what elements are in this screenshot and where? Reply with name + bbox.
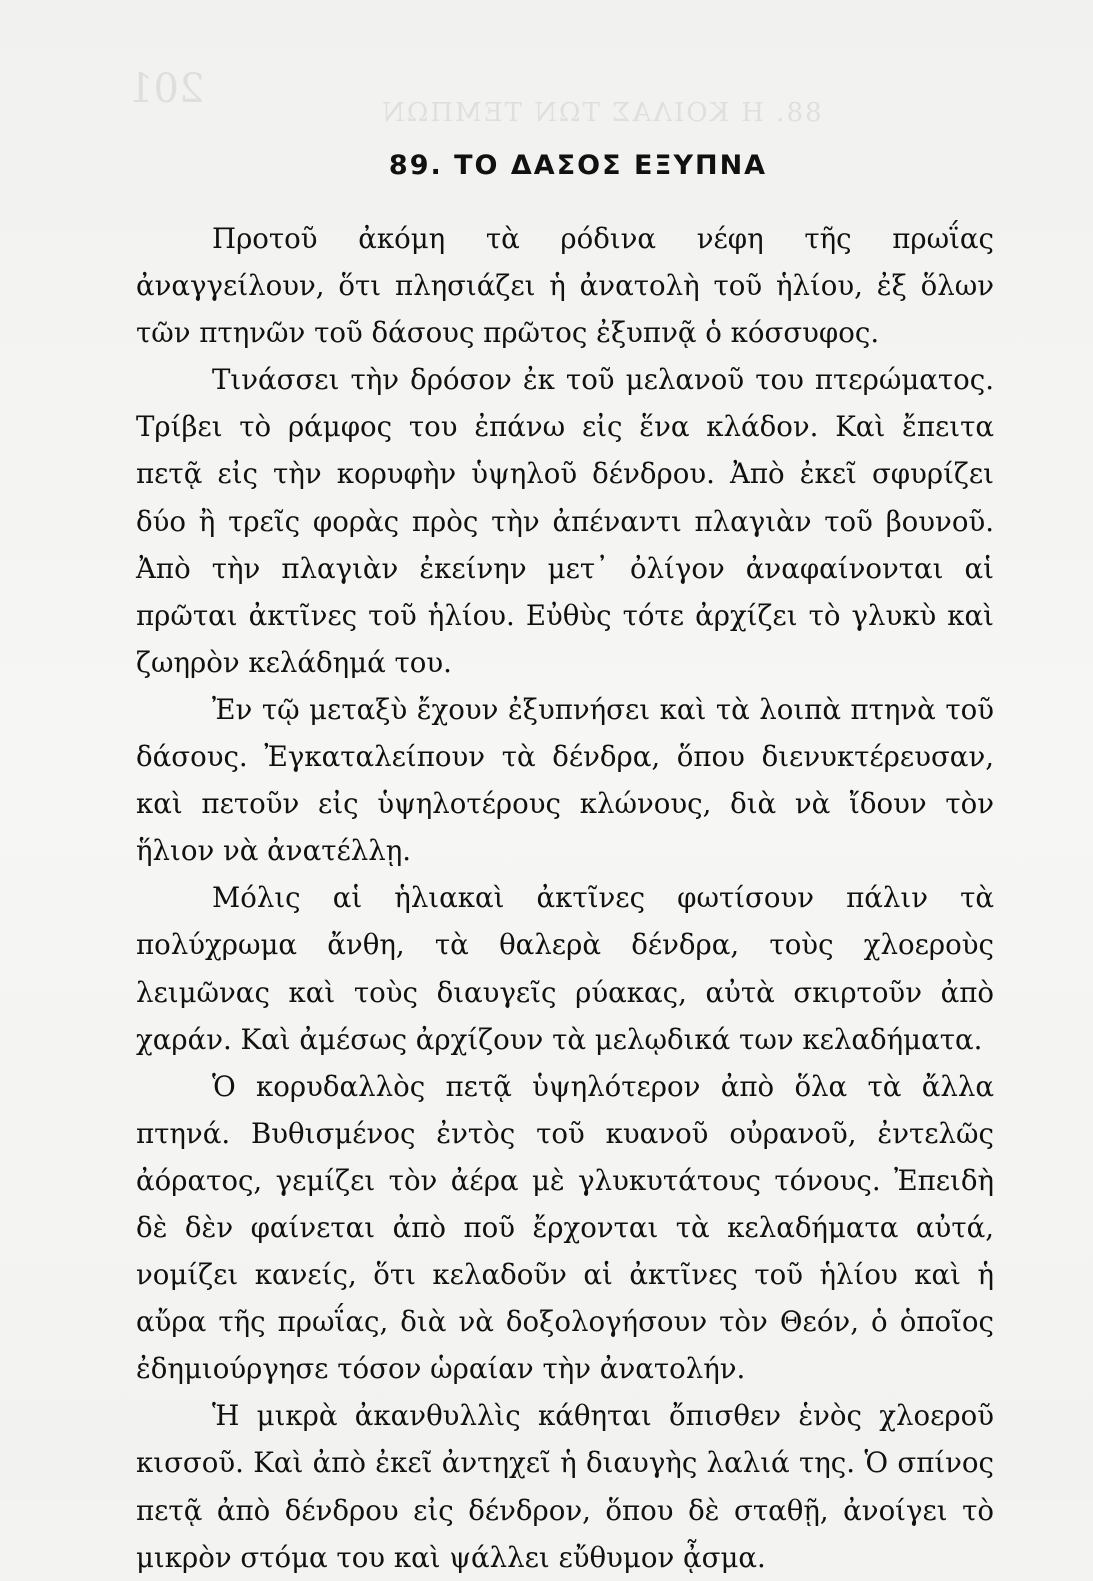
chapter-title: 89. ΤΟ ΔΑΣΟΣ ΕΞΥΠΝΑ xyxy=(388,150,768,181)
paragraph-6: Ἡ μικρὰ ἀκανθυλλὶς κάθηται ὄπισθεν ἑνὸς χλοεροῦ κισσοῦ. Καὶ ἀπὸ ἐκεῖ ἀντηχεῖ ἡ διαυγὴς λαλιά της. Ὁ σπίνος πετᾷ ἀπὸ δένδρου εἰς δένδρον, ὅπου δὲ σταθῇ, ἀνοίγει τὸ μικρὸν στόμα του καὶ ψάλλει εὔθυμον ᾆσμα. xyxy=(136,1399,994,1574)
paragraph-5: Ὁ κορυδαλλὸς πετᾷ ὑψηλότερον ἀπὸ ὅλα τὰ ἄλλα πτηνά. Βυθισμένος ἐντὸς τοῦ κυανοῦ οὐρανοῦ, ἐντελῶς ἀόρατος, γεμίζει τὸν ἀέρα μὲ γλυκυτάτους τόνους. Ἐπειδὴ δὲ δὲν φαίνεται ἀπὸ ποῦ ἔρχονται τὰ κελαδήματα αὐτά, νομίζει κανείς, ὅτι κελαδοῦν αἱ ἀκτῖνες τοῦ ἡλίου καὶ ἡ αὔρα τῆς πρωΐας, διὰ νὰ δοξολογήσουν τὸν Θεόν, ὁ ὁποῖος ἐδημιούργησε τόσον ὡραίαν τὴν ἀνατολήν. xyxy=(136,1069,994,1386)
paragraph-2: Τινάσσει τὴν δρόσον ἐκ τοῦ μελανοῦ του πτερώματος. Τρίβει τὸ ράμφος του ἐπάνω εἰς ἕνα κλάδον. Καὶ ἔπειτα πετᾷ εἰς τὴν κορυφὴν ὑψηλοῦ δένδρου. Ἀπὸ ἐκεῖ σφυρίζει δύο ἢ τρεῖς φορὰς πρὸς τὴν ἀπέναντι πλαγιὰν τοῦ βουνοῦ. Ἀπὸ τὴν πλαγιὰν ἐκείνην μετ᾽ ὀλίγον ἀναφαίνονται αἱ πρῶται ἀκτῖνες τοῦ ἡλίου. Εὐθὺς τότε ἀρχίζει τὸ γλυκὺ καὶ ζωηρὸν κελάδημά του. xyxy=(136,363,994,679)
paragraph-3: Ἐν τῷ μεταξὺ ἔχουν ἐξυπνήσει καὶ τὰ λοιπὰ πτηνὰ τοῦ δάσους. Ἐγκαταλείπουν τὰ δένδρα, ὅπου διενυκτέρευσαν, καὶ πετοῦν εἰς ὑψηλοτέρους κλώνους, διὰ νὰ ἴδουν τὸν ἥλιον νὰ ἀνατέλλῃ. xyxy=(136,692,994,868)
bleed-through-page-number: 201 xyxy=(128,66,205,112)
paragraph-4: Μόλις αἱ ἡλιακαὶ ἀκτῖνες φωτίσουν πάλιν τὰ πολύχρωμα ἄνθη, τὰ θαλερὰ δένδρα, τοὺς χλοεροὺς λειμῶνας καὶ τοὺς διαυγεῖς ρύακας, αὐτὰ σκιρτοῦν ἀπὸ χαράν. Καὶ ἀμέσως ἀρχίζουν τὰ μελῳδικά των κελαδήματα. xyxy=(136,881,994,1056)
chapter-content xyxy=(136,150,994,1581)
paragraph-1: Προτοῦ ἀκόμη τὰ ρόδινα νέφη τῆς πρωΐας ἀναγγείλουν, ὅτι πλησιάζει ἡ ἀνατολὴ τοῦ ἡλίου, ἐξ ὅλων τῶν πτηνῶν τοῦ δάσους πρῶτος ἐξυπνᾷ ὁ κόσσυφος. xyxy=(136,222,994,350)
bleed-through-heading: 88. Η ΚΟΙΛΑΣ ΤΩΝ ΤΕΜΠΩΝ xyxy=(380,98,822,128)
